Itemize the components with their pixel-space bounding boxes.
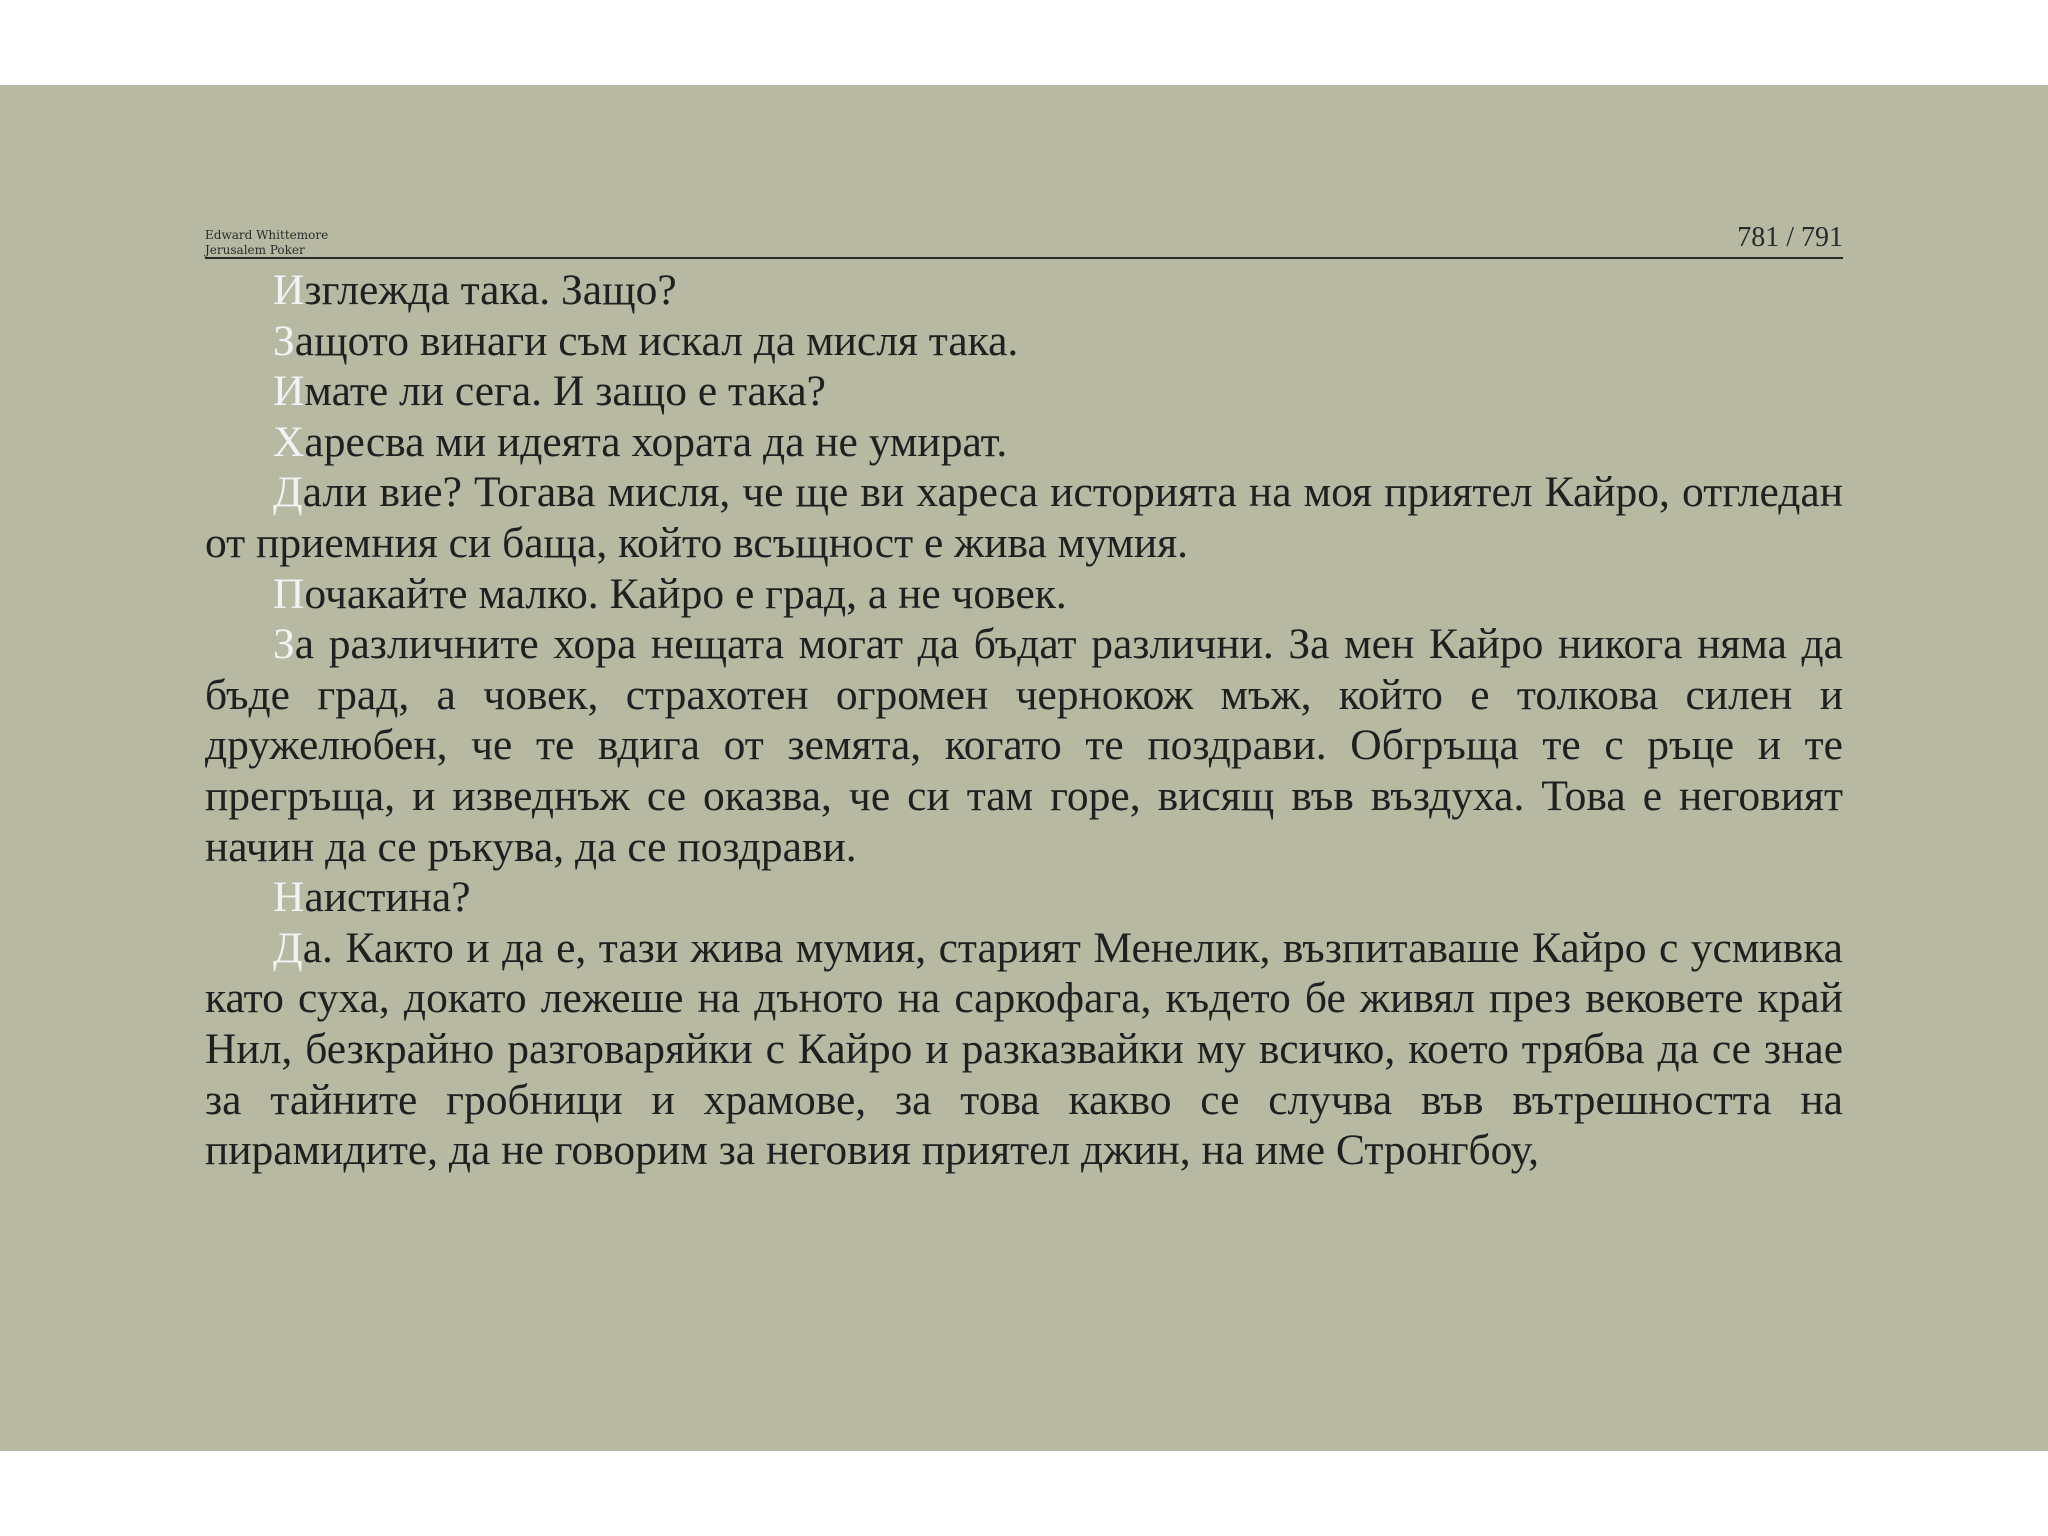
paragraph	[205, 872, 1843, 923]
initial-letter: П	[273, 569, 305, 618]
initial-letter: И	[273, 266, 305, 314]
running-header	[205, 220, 1843, 259]
paragraph	[205, 569, 1843, 620]
paragraph	[205, 265, 1843, 316]
initial-letter: И	[273, 367, 305, 416]
reader-page	[0, 85, 2048, 1451]
paragraph-text: али вие? Тогава мисля, че ще ви хареса историята на моя приятел Кайро, отгледан от приемния си баща, който всъщност е жива мумия.	[205, 468, 1843, 567]
initial-letter: Х	[273, 417, 305, 466]
paragraph-text: очакайте малко. Кайро е град, а не човек.	[304, 569, 1067, 618]
initial-letter: З	[273, 620, 295, 669]
initial-letter: Д	[273, 923, 303, 972]
page-content	[205, 220, 1843, 1176]
book-title: Jerusalem Poker	[205, 243, 305, 257]
paragraph-text: ащото винаги съм искал да мисля така.	[294, 316, 1019, 365]
paragraph	[205, 619, 1843, 872]
paragraph	[205, 417, 1843, 468]
paragraph-text: а. Както и да е, тази жива мумия, старият Менелик, възпитаваше Кайро с усмивка като суха, докато лежеше на дъното на саркофага, където бе живял през вековете край Нил, безкрайно разговаряйки с Кайро и разказвайки му всичко, което трябва да се знае за тайните гробници и храмове, за това какво се случва във вътрешността на пирамидите, да не говорим за неговия приятел джин, на име Стронгбоу,	[205, 923, 1843, 1175]
paragraph-text: аресва ми идеята хората да не умират.	[304, 417, 1008, 466]
paragraph-text: мате ли сега. И защо е така?	[304, 367, 826, 416]
body-text	[205, 265, 1843, 1176]
author-name: Edward Whittemore	[205, 228, 329, 242]
paragraph	[205, 923, 1843, 1176]
paragraph	[205, 366, 1843, 417]
initial-letter: З	[273, 316, 295, 365]
paragraph-text: зглежда така. Защо?	[304, 266, 677, 314]
book-info	[205, 228, 328, 258]
initial-letter: Н	[273, 873, 305, 922]
paragraph	[205, 467, 1843, 568]
paragraph	[205, 316, 1843, 367]
paragraph-text: а различните хора нещата могат да бъдат различни. За мен Кайро никога няма да бъде град, а човек, страхотен огромен чернокож мъж, който е толкова силен и дружелюбен, че те вдига от земята, когато те поздрави. Обгръща те с ръце и те прегръща, и изведнъж се оказва, че си там горе, висящ във въздуха. Това е неговият начин да се ръкува, да се поздрави.	[205, 620, 1843, 871]
page-indicator: 781 / 791	[1737, 222, 1843, 253]
paragraph-text: аистина?	[304, 873, 471, 922]
initial-letter: Д	[273, 468, 303, 517]
